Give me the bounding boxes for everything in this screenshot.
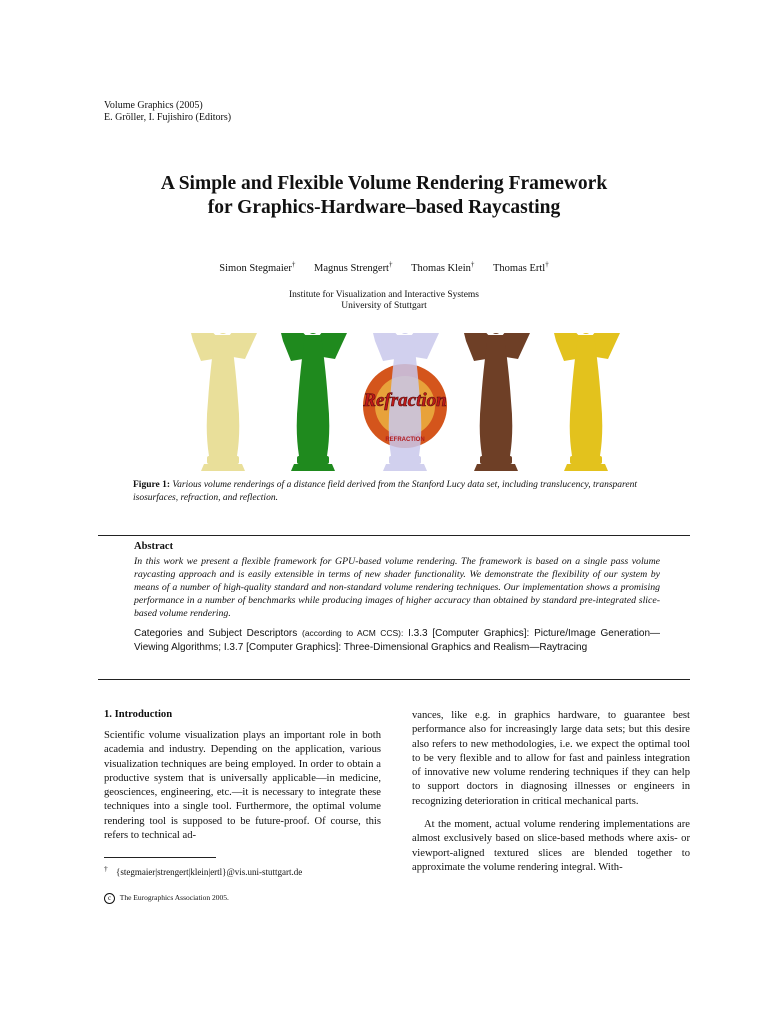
categories-lead: Categories and Subject Descriptors [134,628,298,639]
author-mark: † [388,260,393,268]
affiliation-university: University of Stuttgart [341,301,427,311]
title-line-2: for Graphics-Hardware–based Raycasting [207,197,561,218]
statue-refraction [362,333,451,471]
author-mark: † [545,260,549,268]
abstract-heading: Abstract [134,541,174,552]
abstract-text: In this work we present a flexible framework for GPU-based volume rendering. The framework is based on a single pass volume raycasting approach and is easily extensible in terms of new shader functionality. We demonstrate the flexibility of our system by means of a number of high-quality standard and non-standard volume rendering techniques. Our implementation shows a promising performance in a number of benchmarks while producing images of higher accuracy than obtained by standard pre-integrated slice-based volume rendering. [134,556,660,619]
refraction-overlay-subtext: REFRACTION [385,437,425,443]
author: Thomas Ertl† [493,260,549,274]
affiliation-institute: Institute for Visualization and Interactive Systems [289,290,479,300]
author-mark: † [291,260,296,268]
copyright-text: The Eurographics Association 2005. [119,893,229,902]
refraction-overlay-text: Refraction [363,390,447,411]
intro-column-right [412,709,690,875]
caption-text: Various volume renderings of a distance field derived from the Stanford Lucy data set, including translucency, transparent isosurfaces, refraction, and reflection. [133,480,637,503]
editors-header: E. Gröller, I. Fujishiro (Editors) [104,112,232,123]
author-list [0,260,768,274]
abstract-bottom-rule [98,679,690,680]
footnote-emails: {stegmaier|strengert|klein|ertl}@vis.uni-stuttgart.de [116,867,303,877]
statue-isosurface-green [273,333,359,471]
abstract-top-rule [98,535,690,536]
intro-paragraph-continued: vances, like e.g. in graphics hardware, to guarantee best performance also for increasingly large data sets; but this desire also refers to new methodologies, i.e. we expect the optimal tool to be very flexible and to allow for fast and painless integration of innovative new volume rendering techniques if they can help to support doctors in diagnosing illnesses or engineers in recognizing deterioration in critical mechanical parts. [412,710,690,807]
figure-1-caption [133,479,660,505]
copyright-notice [104,893,229,904]
intro-column-left: Scientific volume visualization plays an important role in both academia and industry. Depending on the application, various visualization techniques are being employed. In order to obtain a productive system that is universally applicable—in medicine, geosciences, engineering, etc.—it is necessary to integrate these techniques into a single tool. Furthermore, the optimal volume rendering tool is supposed to be future-proof. Of course, this refers to technical ad- [104,730,381,842]
intro-paragraph: At the moment, actual volume rendering implementations are almost exclusively based on slice-based methods where axis- or viewport-aligned textured slices are blended together to approximate the volume rendering integral. With- [412,819,690,873]
author: Thomas Klein† [411,260,475,274]
title-line-1: A Simple and Flexible Volume Rendering Framework [160,173,608,194]
author: Magnus Strengert† [314,260,393,274]
caption-label: Figure 1: [133,480,171,490]
statue-translucent [183,333,269,471]
author-mark: † [470,260,475,268]
footnote [104,864,302,877]
categories-descriptors [134,627,660,654]
footnote-mark: † [104,864,108,873]
journal-header: Volume Graphics (2005) [104,100,203,111]
categories-note: (according to ACM CCS): [302,628,404,638]
section-1-heading: 1. Introduction [104,709,173,720]
figure-1-image [178,333,628,478]
footnote-rule [104,857,216,858]
copyright-symbol: c [104,893,115,904]
statue-gold-reflection [546,333,628,471]
paper-title [60,172,708,220]
author: Simon Stegmaier† [219,260,296,274]
categories-text: I.3.3 [Computer Graphics]: Picture/Image Generation—Viewing Algorithms; I.3.7 [Computer Graphics]: Three-Dimensional Graphics and Realism—Raytracing [134,628,661,653]
statue-copper [456,333,542,471]
